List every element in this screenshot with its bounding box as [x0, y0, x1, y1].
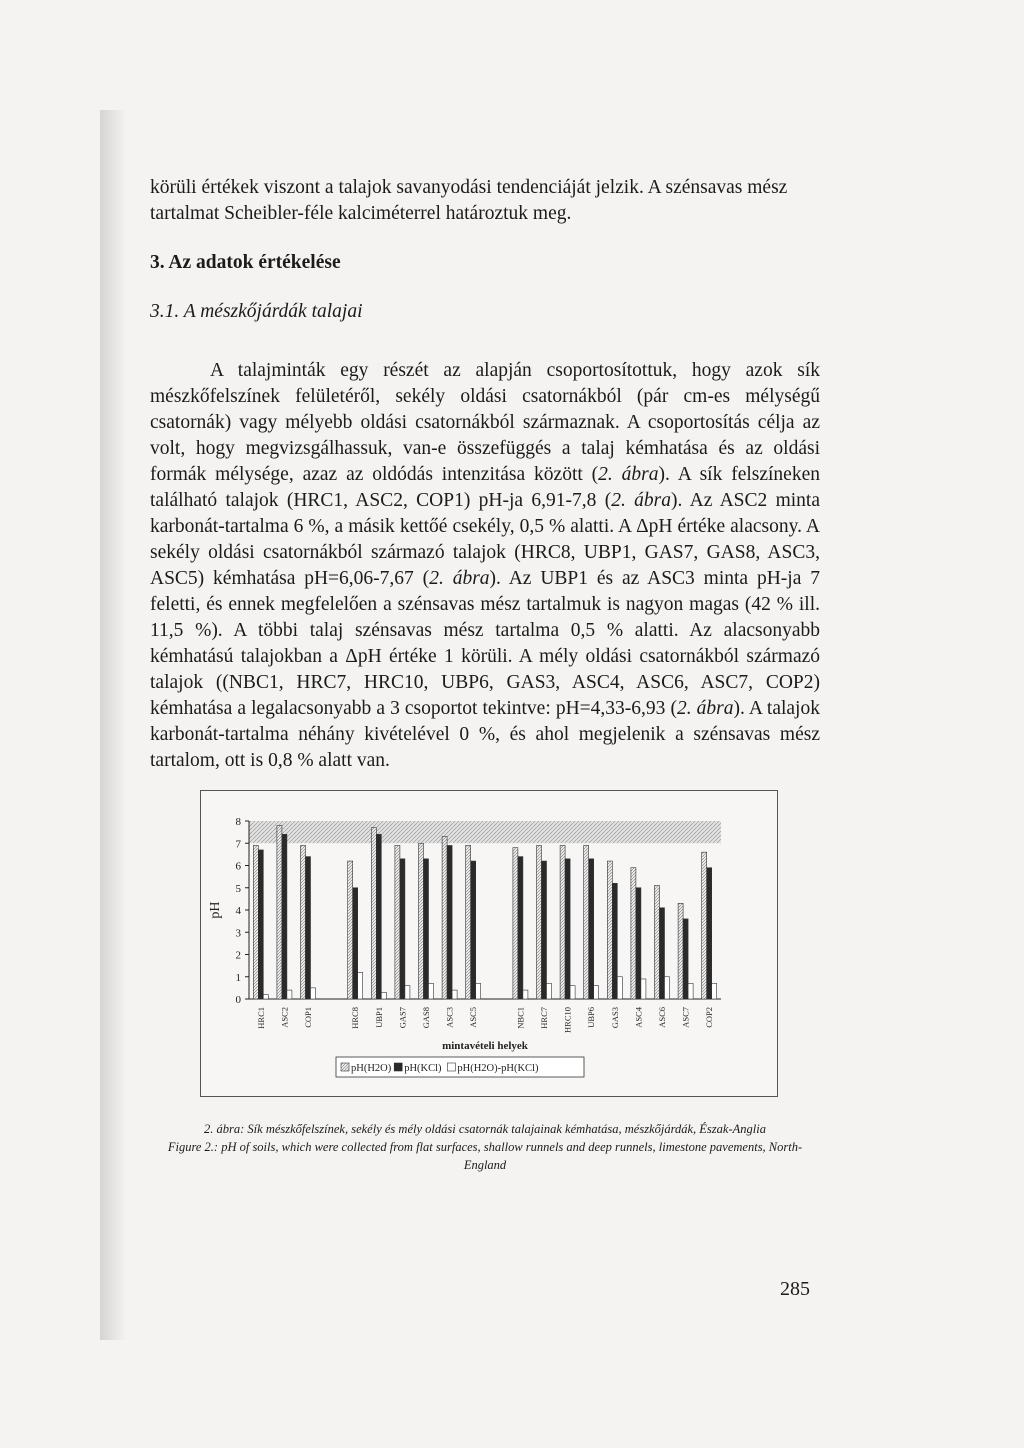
bar-HRC7-s1	[542, 861, 547, 999]
bar-ASC7-s1	[683, 919, 688, 999]
x-tick-label: COP1	[303, 1007, 313, 1028]
body-run: A talajminták egy részét az alapján csoportosítottuk, hogy azok sík mészkőfelszínek felületéről, sekély oldási csatornákból (pár cm-es mélységű csatornák) vagy mélyebb oldási csatornákból származnak. A csoportosítás célja az volt, hogy megvizsgálhassuk, van-e összefüggés a talaj kémhatása és az oldási formák mélysége, azaz az oldódás intenzitása között (	[150, 360, 820, 485]
bar-ASC5-s1	[471, 861, 476, 999]
bar-ASC2-s1	[282, 834, 287, 999]
bar-COP1-s0	[301, 845, 306, 999]
y-tick-label: 6	[235, 860, 241, 873]
bar-HRC8-s2	[358, 972, 363, 999]
x-tick-label: ASC6	[657, 1007, 667, 1028]
x-tick-label: UBP6	[586, 1007, 597, 1028]
x-tick-label: ASC4	[633, 1007, 644, 1028]
caption-hu: 2. ábra: Sík mészkőfelszínek, sekély és mély oldási csatornák talajainak kémhatása, mészkőjárdák, Észak-Anglia	[204, 1122, 766, 1136]
body-run: ). A talajok karbonát-tartalma néhány kivételével 0 %, és ahol megjelenik a szénsavas mész tartalom, ott is 0,8 % alatt van.	[150, 698, 820, 771]
bar-GAS8-s0	[419, 843, 424, 999]
x-tick-label: HRC7	[539, 1007, 549, 1029]
bar-HRC10-s2	[570, 986, 575, 999]
x-tick-label: ASC7	[680, 1007, 691, 1028]
x-tick-label: GAS8	[421, 1007, 431, 1029]
y-tick-label: 2	[235, 949, 241, 962]
figure-ref: 2. ábra	[611, 490, 671, 511]
body-run: ). Az ASC2 minta karbonát-tartalma 6 %, a másik kettőé csekély, 0,5 % alatti. A ΔpH értéke alacsony. A sekély oldási csatornákból származó talajok (HRC8, UBP1, GAS7, GAS8, ASC3, ASC5) kémhatása pH=6,06-7,67 (	[150, 490, 821, 589]
bar-NBC1-s2	[523, 990, 528, 999]
bar-ASC6-s2	[665, 977, 670, 999]
bar-HRC7-s0	[537, 845, 542, 999]
figure-caption	[150, 1120, 820, 1174]
bar-GAS7-s0	[395, 845, 400, 999]
y-axis-label: pH	[208, 901, 223, 919]
x-tick-label: ASC3	[444, 1007, 455, 1028]
bar-GAS7-s2	[405, 986, 410, 999]
x-tick-label: HRC1	[255, 1007, 266, 1029]
bar-GAS3-s1	[612, 883, 617, 999]
bar-ASC2-s2	[287, 990, 292, 999]
bar-ASC3-s2	[452, 990, 457, 999]
bar-ASC3-s1	[447, 845, 452, 999]
bar-GAS7-s1	[400, 859, 405, 999]
bar-UBP1-s1	[376, 834, 381, 999]
bar-GAS3-s2	[617, 977, 622, 999]
y-tick-label: 8	[235, 816, 241, 828]
x-tick-label: HRC10	[562, 1007, 573, 1033]
page-number: 285	[780, 1278, 810, 1300]
x-tick-label: NBC1	[515, 1007, 526, 1029]
body-paragraph	[150, 358, 820, 774]
y-tick-label: 1	[235, 971, 241, 984]
bar-HRC10-s0	[560, 845, 565, 999]
bar-COP1-s1	[306, 857, 311, 999]
figure-ref: 2. ábra	[598, 464, 659, 485]
bar-HRC8-s0	[348, 861, 353, 999]
bar-GAS8-s1	[424, 859, 429, 999]
bar-ASC5-s2	[476, 983, 481, 999]
bar-ASC4-s1	[636, 888, 641, 999]
bar-ASC5-s0	[466, 845, 471, 999]
bar-UBP1-s2	[381, 992, 386, 999]
section-heading: 3. Az adatok értékelése	[150, 252, 341, 273]
ph-bar-chart	[201, 791, 777, 1096]
bar-UBP6-s0	[584, 845, 589, 999]
legend-swatch	[341, 1063, 349, 1071]
legend-swatch	[394, 1063, 402, 1071]
scan-shadow	[100, 110, 126, 1340]
body-run: ). Az UBP1 és az ASC3 minta pH-ja 7 feletti, és ennek megfelelően a szénsavas mész tartalmuk is nagyon magas (42 % ill. 11,5 %). A többi talaj szénsavas mész tartalma 0,5 % alatti. Az alacsonyabb kémhatású talajokban a ΔpH értéke 1 körüli. A mély oldási csatornákból származó talajok ((NBC1, HRC7, HRC10, UBP6, GAS3, ASC4, ASC6, ASC7, COP2) kémhatása a legalacsonyabb a 3 csoportot tekintve: pH=4,33-6,93 (	[150, 568, 820, 719]
bar-UBP6-s2	[594, 986, 599, 999]
bar-ASC4-s2	[641, 979, 646, 999]
y-tick-label: 7	[235, 838, 241, 851]
legend-label: pH(H2O)-pH(KCl)	[457, 1063, 539, 1074]
bar-GAS8-s2	[429, 983, 434, 999]
bar-ASC6-s0	[655, 886, 660, 999]
bar-HRC1-s0	[253, 845, 258, 999]
caption-en: Figure 2.: pH of soils, which were collected from flat surfaces, shallow runnels and deep runnels, limestone pavements, North-England	[167, 1140, 803, 1172]
x-tick-label: ASC5	[468, 1007, 479, 1028]
plot-band	[249, 821, 721, 843]
x-tick-label: GAS7	[397, 1007, 408, 1029]
bar-UBP1-s0	[371, 828, 376, 999]
bar-ASC7-s0	[678, 903, 683, 999]
bar-HRC1-s1	[258, 850, 263, 999]
bar-COP1-s2	[311, 988, 316, 999]
bar-GAS3-s0	[607, 861, 612, 999]
subsection-heading: 3.1. A mészkőjárdák talajai	[150, 301, 363, 322]
legend-swatch	[447, 1063, 455, 1071]
x-axis-label: mintavételi helyek	[442, 1040, 528, 1052]
bar-COP2-s2	[712, 983, 717, 999]
y-tick-label: 4	[235, 905, 241, 917]
bar-UBP6-s1	[589, 859, 594, 999]
x-tick-label: ASC2	[279, 1007, 290, 1028]
y-tick-label: 0	[235, 994, 241, 1006]
x-tick-label: HRC8	[350, 1007, 361, 1029]
bar-HRC7-s2	[547, 983, 552, 999]
body-run: A sík felszíneken található talajok (HRC1, ASC2, COP1) pH-ja 6,91-7,8 (	[150, 464, 820, 511]
body-run: ).	[658, 464, 670, 485]
x-tick-label: GAS3	[609, 1007, 620, 1029]
bar-ASC7-s2	[688, 983, 693, 999]
x-tick-label: COP2	[704, 1007, 715, 1028]
body-text	[150, 358, 820, 774]
bar-ASC4-s0	[631, 868, 636, 999]
figure-2-chart	[200, 790, 778, 1097]
figure-ref: 2. ábra	[429, 568, 490, 589]
bar-NBC1-s0	[513, 848, 518, 999]
bar-COP2-s0	[702, 852, 707, 999]
legend-label: pH(H2O)	[351, 1063, 392, 1074]
intro-paragraph: körüli értékek viszont a talajok savanyodási tendenciáját jelzik. A szénsavas mész tartalmat Scheibler-féle kalciméterrel határoztuk meg.	[150, 177, 788, 224]
bar-HRC10-s1	[565, 859, 570, 999]
bar-HRC8-s1	[353, 888, 358, 999]
bar-COP2-s1	[707, 868, 712, 999]
figure-ref: 2. ábra	[676, 698, 734, 719]
bar-ASC2-s0	[277, 825, 282, 999]
y-tick-label: 5	[235, 882, 241, 895]
x-tick-label: UBP1	[373, 1007, 384, 1028]
bar-ASC6-s1	[660, 908, 665, 999]
legend-label: pH(KCl)	[404, 1063, 442, 1074]
bar-ASC3-s0	[442, 837, 447, 999]
y-tick-label: 3	[235, 927, 241, 940]
bar-NBC1-s1	[518, 857, 523, 999]
bar-HRC1-s2	[263, 995, 268, 999]
